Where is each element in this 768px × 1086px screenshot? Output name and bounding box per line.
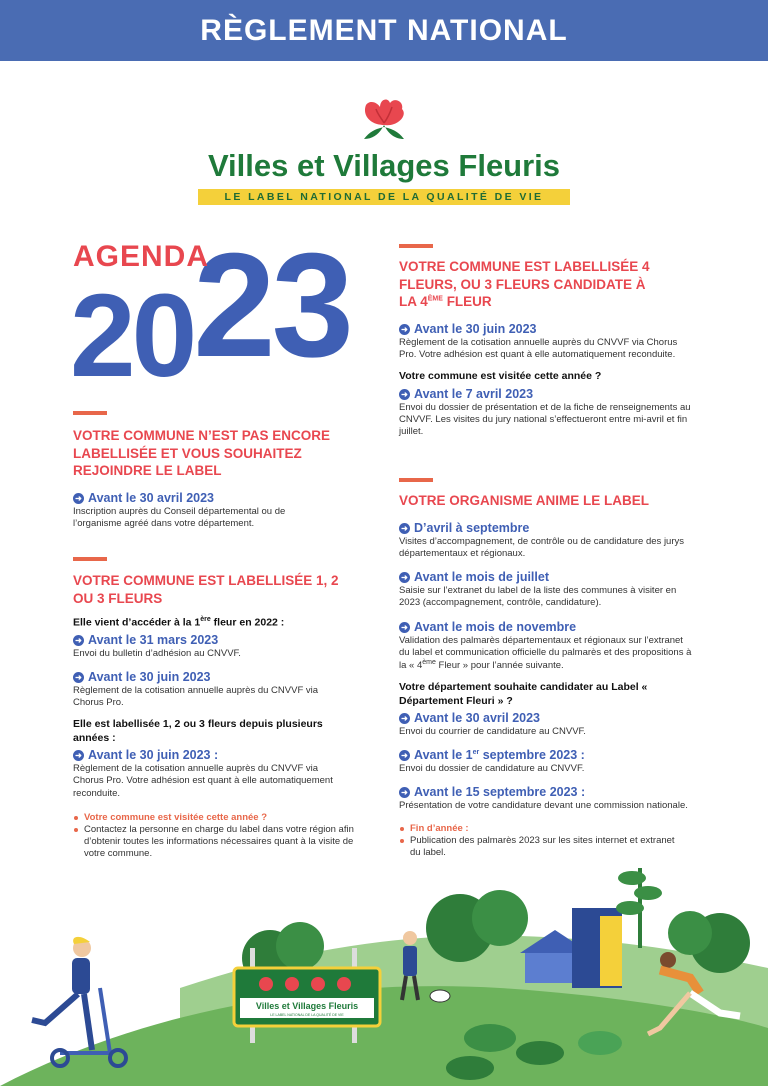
arrow-right-icon: ➜ [73, 672, 84, 683]
section-rule [73, 557, 107, 561]
section-title: VOTRE COMMUNE EST LABELLISÉE 1, 2 OU 3 FLEURS [73, 573, 339, 606]
section-title: VOTRE ORGANISME ANIME LE LABEL [399, 493, 650, 508]
left-section-1 [73, 490, 333, 539]
tree-tall-icon [616, 868, 662, 948]
page-banner [0, 0, 768, 61]
arrow-right-icon: ➜ [73, 635, 84, 646]
date-heading: ➜ Avant le 15 septembre 2023 : [399, 784, 694, 800]
house-icon [520, 908, 622, 988]
arrow-right-icon: ➜ [399, 622, 410, 633]
date-heading: ➜ Avant le 30 juin 2023 : [73, 747, 338, 763]
left-section-2 [73, 616, 338, 809]
arrow-right-icon: ➜ [399, 572, 410, 583]
section-rule [399, 478, 433, 482]
date-text: Validation des palmarès départementaux et régionaux sur l’extranet du label et communication officielle du palmarès et des propositions à la « 4ème Fleur » pour l’année suivante. [399, 634, 692, 672]
date-heading: ➜ Avant le 30 juin 2023 [73, 669, 338, 685]
date-heading: ➜ Avant le 7 avril 2023 [399, 386, 694, 402]
subheading: Elle est labellisée 1, 2 ou 3 fleurs depuis plusieurs années : [73, 718, 323, 744]
arrow-right-icon: ➜ [399, 523, 410, 534]
arrow-right-icon: ➜ [399, 324, 410, 335]
date-text: Saisie sur l’extranet du label de la liste des communes à visiter en 2023 (accompagnement, contrôle, candidature). [399, 585, 677, 609]
subheading: Votre commune est visitée cette année ? [399, 370, 602, 383]
sign-title: Villes et Villages Fleuris [255, 1001, 359, 1011]
banner-title: RÈGLEMENT NATIONAL [200, 13, 568, 47]
note-title: Fin d’année : [410, 823, 469, 834]
date-text: Envoi du courrier de candidature au CNVVF. [399, 726, 586, 738]
section-rule [399, 244, 433, 248]
sign-tagline: LE LABEL NATIONAL DE LA QUALITÉ DE VIE [270, 1013, 344, 1017]
right-section-2 [399, 520, 694, 822]
date-heading: ➜ Avant le 30 avril 2023 [73, 490, 333, 506]
right-section-1 [399, 321, 694, 447]
arrow-right-icon: ➜ [399, 750, 410, 761]
bullet-icon [74, 828, 78, 832]
year-part1: 20 [70, 270, 194, 402]
date-text: Visites d’accompagnement, de contrôle ou de candidature des jurys départementaux et régionaux. [399, 536, 684, 560]
date-heading: ➜ Avant le 30 juin 2023 [399, 321, 694, 337]
agenda-label: AGENDA [73, 240, 210, 273]
arrow-right-icon: ➜ [399, 389, 410, 400]
date-text: Inscription auprès du Conseil départemental ou de l’organisme agréé dans votre département. [73, 506, 286, 530]
subheading: Elle vient d’accéder à la 1ère fleur en 2022 : [73, 616, 285, 629]
bullet-icon [400, 827, 404, 831]
section-rule [73, 411, 107, 415]
date-heading: ➜ Avant le mois de juillet [399, 569, 694, 585]
logo-tagline: LE LABEL NATIONAL DE LA QUALITÉ DE VIE [198, 189, 570, 205]
date-heading: ➜ Avant le 1er septembre 2023 : [399, 747, 694, 763]
landscape-illustration [0, 838, 768, 1086]
note-title: Votre commune est visitée cette année ? [84, 812, 268, 823]
date-text: Règlement de la cotisation annuelle auprès du CNVVF via Chorus Pro. [73, 685, 319, 709]
arrow-right-icon: ➜ [73, 493, 84, 504]
date-heading: ➜ D’avril à septembre [399, 520, 694, 536]
note-text: Contactez la personne en charge du label dans votre région afin d’obtenir toutes les informations nécessaires quant à la visite de votre commune. [84, 824, 354, 860]
date-heading: ➜ Avant le 30 avril 2023 [399, 710, 694, 726]
date-text: Règlement de la cotisation annuelle auprès du CNVVF via Chorus Pro. Votre adhésion est quant à elle automatiquement reconduite. [399, 337, 678, 361]
arrow-right-icon: ➜ [399, 787, 410, 798]
date-heading: ➜ Avant le mois de novembre [399, 619, 694, 635]
date-heading: ➜ Avant le 31 mars 2023 [73, 632, 338, 648]
arrow-right-icon: ➜ [399, 713, 410, 724]
date-text: Envoi du dossier de présentation et de la fiche de renseignements au CNVVF. Les visites du jury national s’effectueront entre mi-avril et fin juillet. [399, 401, 691, 438]
bullet-icon [74, 816, 78, 820]
arrow-right-icon: ➜ [73, 750, 84, 761]
year-part2: 23 [193, 223, 350, 388]
date-text: Présentation de votre candidature devant une commission nationale. [399, 800, 688, 812]
date-text: Envoi du bulletin d’adhésion au CNVVF. [73, 647, 241, 659]
logo-title: Villes et Villages Fleuris [207, 148, 561, 183]
subheading: Votre département souhaite candidater au Label « Département Fleuri » ? [399, 681, 648, 707]
section-title: VOTRE COMMUNE N’EST PAS ENCORE LABELLISÉE ET VOUS SOUHAITEZ REJOINDRE LE LABEL [73, 428, 331, 479]
note-text: Publication des palmarès 2023 sur les sites internet et extranet du label. [410, 835, 675, 859]
date-text: Règlement de la cotisation annuelle auprès du CNVVF via Chorus Pro. Votre adhésion est quant à elle automatiquement reconduite. [73, 763, 333, 799]
section-title: VOTRE COMMUNE EST LABELLISÉE 4 FLEURS, OU 3 FLEURS CANDIDATE À LA 4ÈME FLEUR [399, 259, 650, 310]
flower-logo-icon [356, 95, 412, 145]
date-text: Envoi du dossier de candidature au CNVVF. [399, 763, 585, 775]
